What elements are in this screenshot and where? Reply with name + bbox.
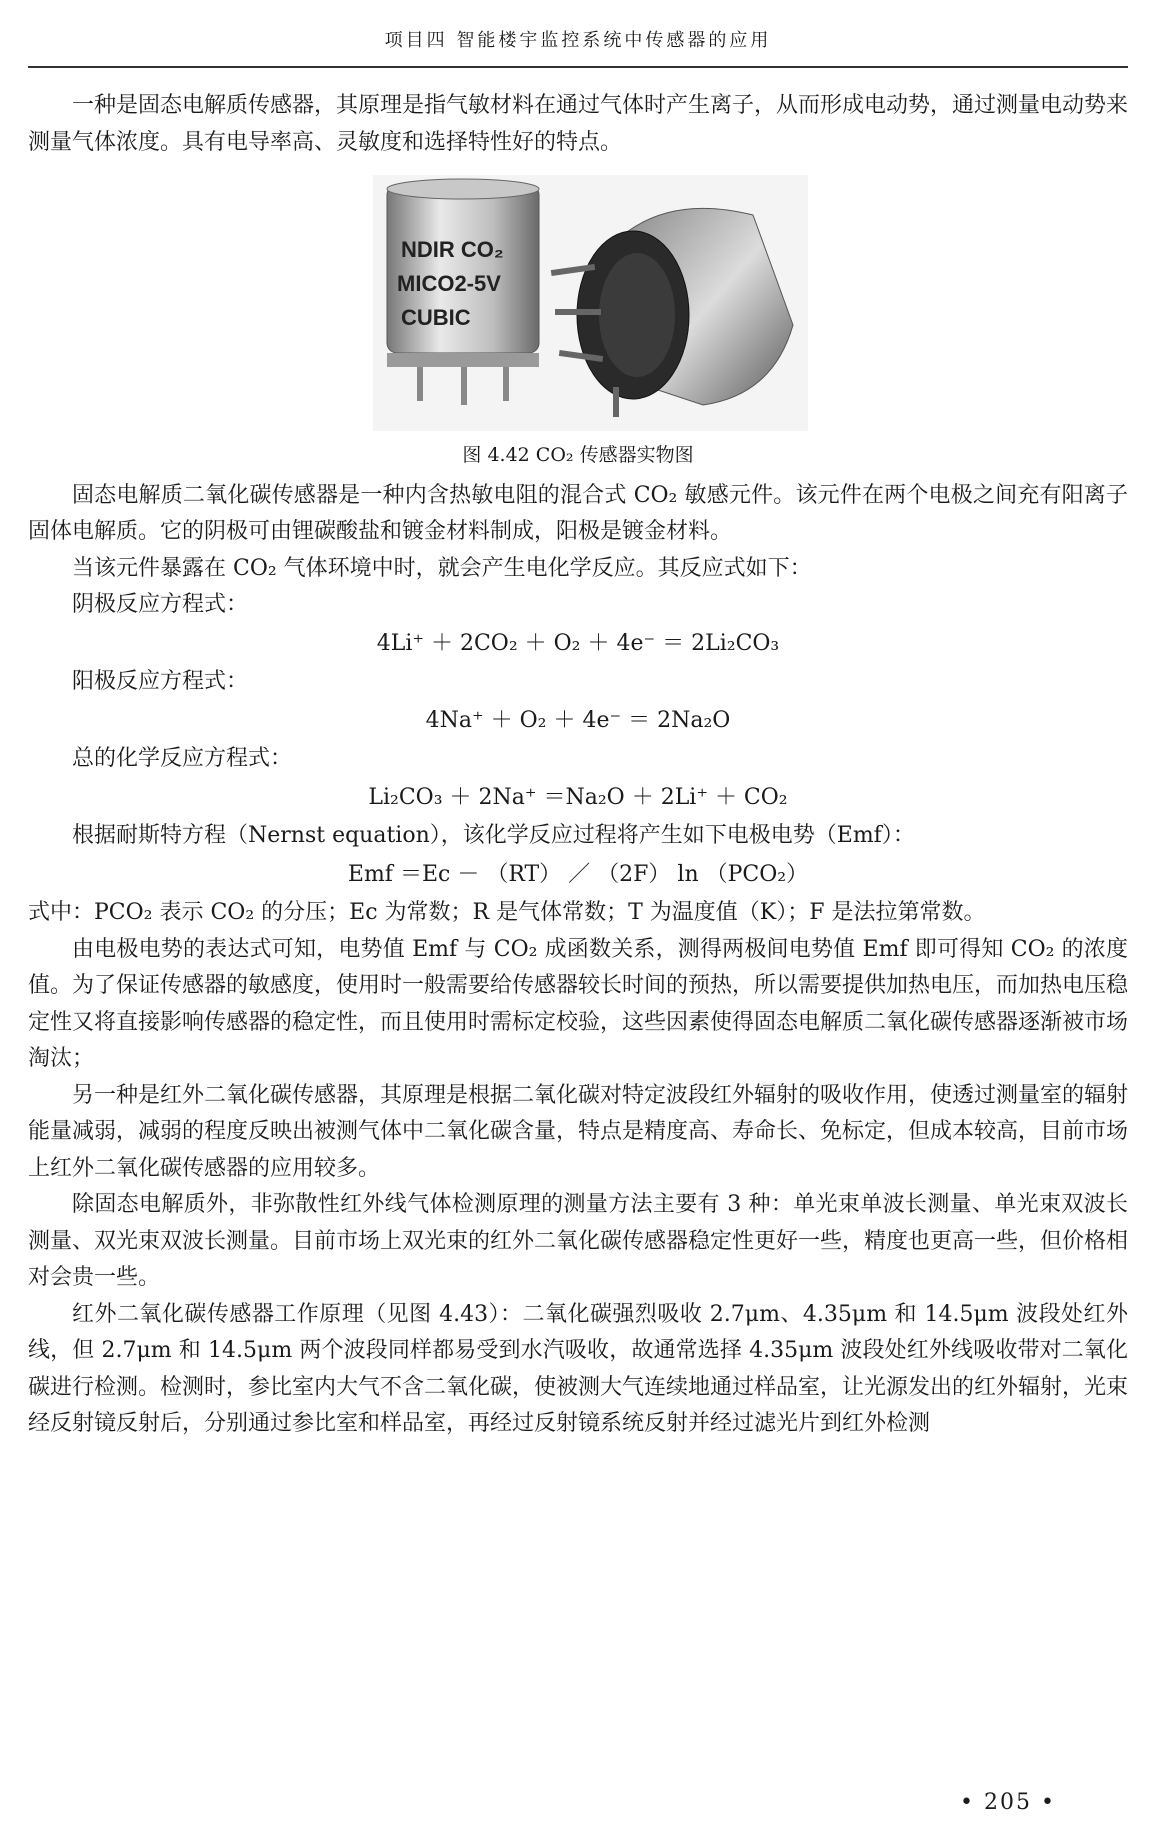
paragraph-4: 阴极反应方程式： (72, 592, 249, 617)
equation-anode: 4Na⁺ ＋ O₂ ＋ 4e⁻ ＝ 2Na₂O (425, 707, 731, 733)
paragraph-2: 固态电解质二氧化碳传感器是一种内含热敏电阻的混合式 CO₂ 敏感元件。该元件在两个电极之间充有阳离子固体电解质。它的阴极可由锂碳酸盐和镀金材料制成，阳极是镀金材料。 (28, 482, 1128, 544)
paragraph-3: 当该元件暴露在 CO₂ 气体环境中时，就会产生电化学反应。其反应式如下： (72, 555, 812, 581)
paragraph-1: 一种是固态电解质传感器，其原理是指气敏材料在通过气体时产生离子，从而形成电动势，通过测量电动势来测量气体浓度。具有电导率高、灵敏度和选择特性好的特点。 (28, 93, 1129, 155)
header-rule (28, 66, 1128, 68)
sensor-right (551, 208, 793, 417)
page-number: • 205 • (960, 1790, 1056, 1815)
sensor-photo (373, 175, 808, 431)
figure-caption: 图 4.42 CO₂ 传感器实物图 (462, 444, 694, 466)
paragraph-5: 阳极反应方程式： (72, 669, 249, 694)
equation-total: Li₂CO₃ ＋ 2Na⁺ ＝Na₂O ＋ 2Li⁺ ＋ CO₂ (368, 784, 788, 810)
paragraph-10: 另一种是红外二氧化碳传感器，其原理是根据二氧化碳对特定波段红外辐射的吸收作用，使透过测量室的辐射能量减弱，减弱的程度反映出被测气体中二氧化碳含量，特点是精度高、寿命长、免标定，但成本较高，目前市场上红外二氧化碳传感器的应用较多。 (28, 1082, 1129, 1181)
figure-4-42 (28, 175, 1128, 431)
paragraph-8: 式中：PCO₂ 表示 CO₂ 的分压；Ec 为常数；R 是气体常数；T 为温度值（K）；F 是法拉第常数。 (28, 900, 986, 925)
paragraph-11: 除固态电解质外，非弥散性红外线气体检测原理的测量方法主要有 3 种：单光束单波长测量、单光束双波长测量、双光束双波长测量。目前市场上双光束的红外二氧化碳传感器稳定性更好一些，精度也更高一些，但价格相对会贵一些。 (28, 1192, 1129, 1290)
paragraph-12: 红外二氧化碳传感器工作原理（见图 4.43）：二氧化碳强烈吸收 2.7μm、4.35μm 和 14.5μm 波段处红外线，但 2.7μm 和 14.5μm 两个波段同样都易受到水汽吸收，故通常选择 4.35μm 波段处红外线吸收带对二氧化碳进行检测。检测时，参比室内大气不含二氧化碳，使被测大气连续地通过样品室，让光源发出的红外辐射，光束经反射镜反射后，分别通过参比室和样品室，再经过反射镜系统反射并经过滤光片到红外检测 (28, 1301, 1129, 1436)
running-header: 项目四 智能楼宇监控系统中传感器的应用 (384, 30, 772, 51)
paragraph-9: 由电极电势的表达式可知，电势值 Emf 与 CO₂ 成函数关系，测得两极间电势值 Emf 即可得知 CO₂ 的浓度值。为了保证传感器的敏感度，使用时一般需要给传感器较长时间的预热，所以需要提供加热电压，而加热电压稳定性又将直接影响传感器的稳定性，而且使用时需标定校验，这些因素使得固态电解质二氧化碳传感器逐渐被市场淘汰； (28, 936, 1129, 1071)
paragraph-6: 总的化学反应方程式： (72, 746, 293, 771)
sensor-label-line2: MICO2-5V (397, 271, 501, 296)
paragraph-7: 根据耐斯特方程（Nernst equation），该化学反应过程将产生如下电极电势（Emf）： (72, 823, 915, 848)
sensor-label-line3: CUBIC (401, 305, 471, 330)
equation-nernst: Emf ＝Ec － （RT） ／ （2F） ln （PCO₂） (347, 861, 809, 887)
main-content (28, 88, 1128, 1443)
sensor-left (387, 179, 539, 405)
equation-cathode: 4Li⁺ ＋ 2CO₂ ＋ O₂ ＋ 4e⁻ ＝ 2Li₂CO₃ (376, 630, 780, 656)
sensor-label-line1: NDIR CO₂ (401, 237, 504, 262)
